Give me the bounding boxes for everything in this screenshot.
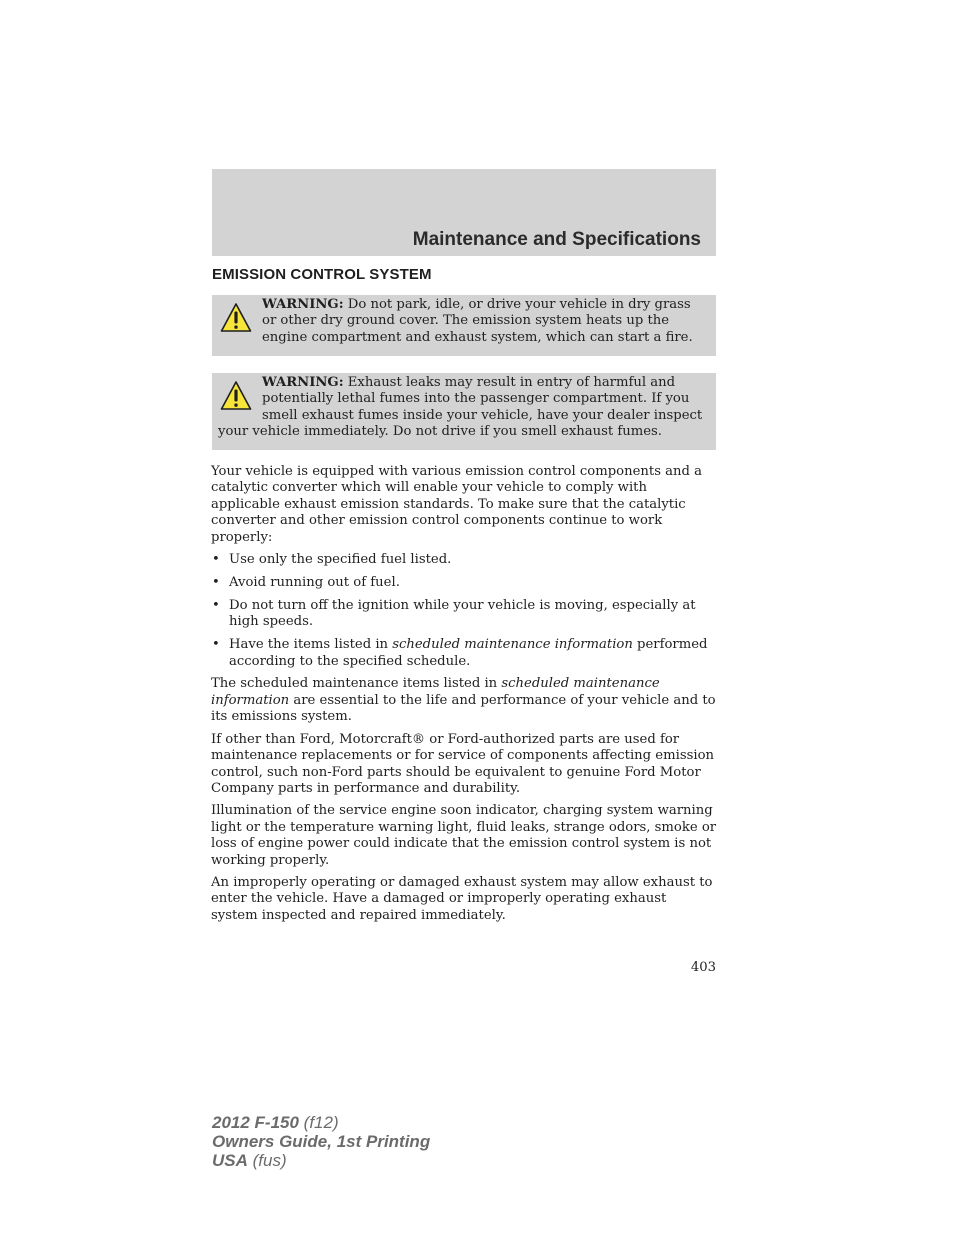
cross-reference: scheduled maintenance information	[392, 637, 633, 653]
page-number: 403	[690, 960, 716, 975]
section-heading: EMISSION CONTROL SYSTEM	[212, 266, 432, 283]
list-item	[211, 637, 717, 670]
body-content	[211, 464, 717, 930]
list-item	[211, 575, 717, 591]
maintenance-paragraph	[211, 676, 717, 725]
warning-box-fire	[212, 295, 716, 356]
footer-model: 2012 F-150	[212, 1113, 299, 1132]
footer-market: USA	[212, 1151, 248, 1170]
footer-line-model	[212, 1113, 430, 1132]
chapter-title: Maintenance and Specifications	[412, 229, 701, 250]
bullet-glyph: •	[212, 637, 220, 653]
warning-triangle-icon	[220, 380, 252, 412]
warning-message: Exhaust leaks may result in entry of harmful and potentially lethal fumes into the passenger compartment. If you smell exhaust fumes inside your vehicle, have your dealer inspect your vehicle immediately. Do not drive if you smell exhaust fumes.	[218, 375, 703, 440]
cross-reference: scheduled maintenance information	[211, 676, 660, 708]
list-item-text: Use only the specified fuel listed.	[229, 552, 452, 568]
warning-text	[218, 375, 708, 441]
bullet-glyph: •	[212, 574, 220, 590]
indicator-paragraph: Illumination of the service engine soon indicator, charging system warning light or the temperature warning light, fluid leaks, strange odors, smoke or loss of engine power could indicate that the emission control system is not working properly.	[211, 803, 717, 868]
warning-message: Do not park, idle, or drive your vehicle in dry grass or other dry ground cover. The emission system heats up the engine compartment and exhaust system, which can start a fire.	[262, 297, 693, 345]
parts-paragraph: If other than Ford, Motorcraft® or Ford-authorized parts are used for maintenance replacements or for service of components affecting emission control, such non-Ford parts should be equivalent to genuine Ford Motor Company parts in performance and durability.	[211, 731, 715, 796]
list-item-text: Do not turn off the ignition while your vehicle is moving, especially at high speeds.	[229, 597, 696, 630]
warning-label: WARNING:	[262, 375, 344, 390]
warning-text	[218, 297, 708, 346]
paragraph-text: The scheduled maintenance items listed in	[211, 676, 502, 692]
footer-market-code: (fus)	[247, 1151, 287, 1170]
footer-imprint	[212, 1113, 430, 1170]
list-item-text: Avoid running out of fuel.	[229, 574, 400, 590]
warning-box-exhaust-leak	[212, 373, 716, 450]
paragraph-text: are essential to the life and performance of your vehicle and to its emissions system.	[211, 692, 716, 725]
chapter-header-band	[212, 169, 716, 256]
footer-line-market	[212, 1151, 430, 1170]
intro-paragraph: Your vehicle is equipped with various emission control components and a catalytic converter which will enable your vehicle to comply with applicable exhaust emission standards. To make sure that the catalytic converter and other emission control components continue to work properly:	[211, 464, 703, 545]
footer-line-printing: Owners Guide, 1st Printing	[212, 1132, 431, 1151]
warning-label: WARNING:	[262, 297, 344, 312]
exhaust-paragraph: An improperly operating or damaged exhaust system may allow exhaust to enter the vehicle. Have a damaged or improperly operating exhaust system inspected and repaired immediately.	[211, 874, 713, 923]
list-item	[211, 598, 717, 631]
bullet-glyph: •	[212, 552, 220, 568]
list-item-text: Have the items listed in	[229, 637, 393, 653]
bullet-list	[211, 552, 717, 670]
warning-triangle-icon	[220, 302, 252, 334]
footer-model-code: (f12)	[298, 1113, 339, 1132]
list-item-text: performed according to the specified schedule.	[229, 637, 708, 669]
bullet-glyph: •	[212, 597, 220, 613]
list-item	[211, 552, 717, 568]
